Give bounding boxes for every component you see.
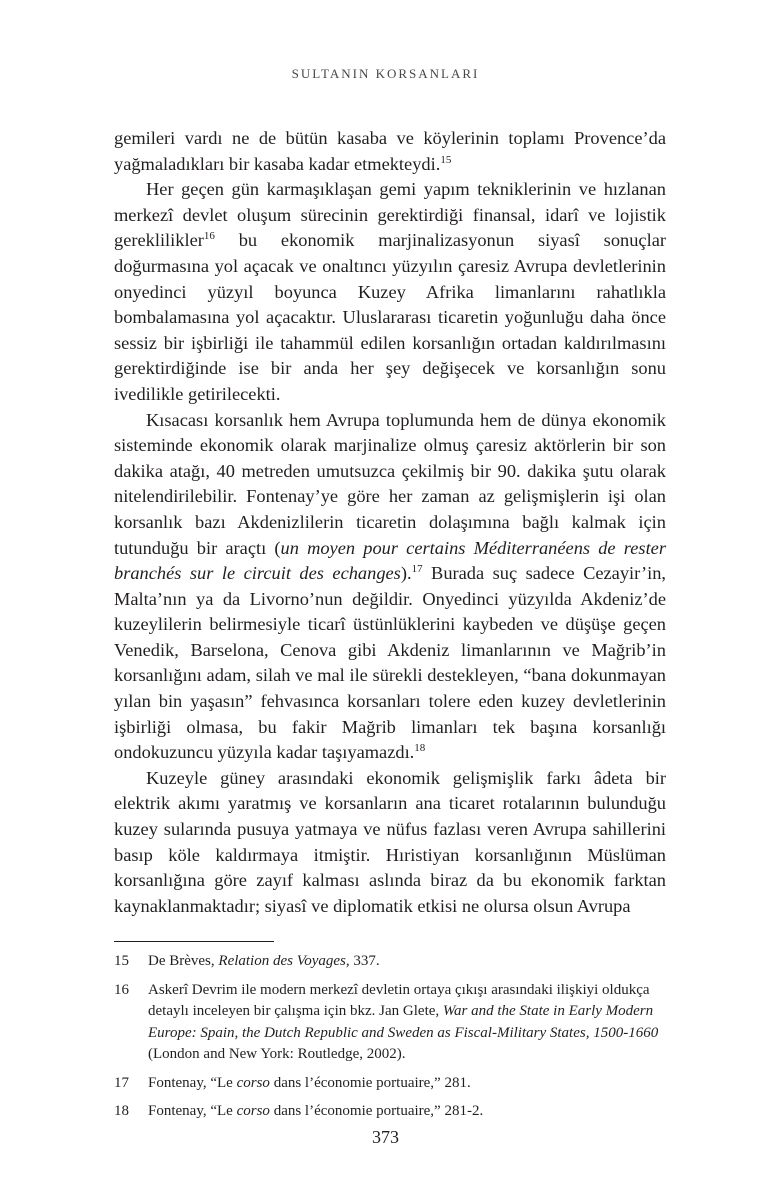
footnote-reference: 17 [411, 562, 423, 575]
text-run: (London and New York: Routledge, 2002). [148, 1046, 406, 1062]
footnote-reference: 15 [440, 153, 452, 166]
footnote [114, 951, 666, 973]
text-run: gemileri vardı ne de bütün kasaba ve köylerinin toplamı Provence’da yağmaladıkları bir kasaba kadar etmekteydi. [114, 128, 666, 174]
paragraph [114, 408, 666, 766]
text-run: bu ekonomik marjinalizasyonun siyasî sonuçlar doğurmasına yol açacak ve onaltıncı yüzyılın çaresiz Avrupa devletlerinin onyedinci yüzyıl boyunca Kuzey Afrika limanlarını rahatlıkla bombalamasına yol açacaktır. Uluslararası ticaretin yoğunluğu daha önce sessiz bir işbirliği ile tahammül edilen korsanlığın ortadan kaldırılmasını gerektirdiğinde ise bir anda her şey değişecek ve korsanlığın sonu ivedilikle getirilecekti. [114, 230, 666, 404]
footnote-number: 17 [114, 1074, 129, 1091]
footnotes [114, 951, 666, 1130]
text-run: dans l’économie portuaire,” 281-2. [269, 1103, 484, 1119]
footnote [114, 1073, 666, 1095]
text-run: Fontenay, “Le [148, 1103, 237, 1119]
main-text [114, 126, 666, 919]
paragraph [114, 126, 666, 177]
italic-text: corso [236, 1103, 270, 1119]
text-run: Her geçen gün karmaşıklaşan gemi yapım tekniklerinin ve hızlanan merkezî devlet oluşum sürecinin gerektirdiği finansal, idarî ve lojistik gereklilikler [114, 179, 666, 251]
text-run: Kuzeyle güney arasındaki ekonomik gelişmişlik farkı âdeta bir elektrik akımı yaratmış ve korsanların ana ticaret rotalarının bulunduğu kuzey sularında pusuya yatmaya ve nüfus fazlası veren Avrupa sahillerini basıp köle kaldırmaya itmiştir. Hıristiyan korsanlığının Müslüman korsanlığına göre zayıf kalması aslında biraz da bu ekonomik farktan kaynaklanmaktadır; siyasî ve diplomatik etkisi ne olursa olsun Avrupa [114, 767, 666, 916]
text-run: , 337. [345, 953, 380, 969]
text-run: Fontenay, “Le [148, 1074, 237, 1091]
italic-text: un moyen pour certains Méditerranéens de rester branchés sur le circuit des echanges [114, 537, 666, 584]
footnote-text [148, 1073, 666, 1095]
text-run: De Brèves, [148, 953, 219, 969]
paragraph [114, 766, 666, 920]
italic-text: corso [236, 1074, 270, 1091]
footnote-text [148, 951, 666, 973]
footnote-text [148, 1101, 666, 1123]
text-run: Kısacası korsanlık hem Avrupa toplumunda hem de dünya ekonomik sisteminde ekonomik olarak marjinalize olmuş çaresiz aktörlerin bir son dakika atağı, 40 metreden umutsuzca çekilmiş bir 90. dakika şutu olarak nitelendirilebilir. Fontenay’ye göre her zaman az gelişmişlerin işi olan korsanlık bazı Akdenizlilerin ticaretin dolaşımına bağlı kalmak için tutunduğu bir araçtı ( [114, 409, 666, 558]
footnote [114, 980, 666, 1066]
footnote-number: 18 [114, 1103, 129, 1119]
paragraph [114, 177, 666, 407]
footnote-reference: 18 [414, 742, 426, 755]
italic-text: War and the State in Early Modern Europe: Spain, the Dutch Republic and Sweden as Fiscal-Military States, 1500-1660 [148, 1003, 659, 1041]
footnote-reference: 16 [203, 230, 215, 243]
footnote-text [148, 980, 666, 1066]
footnote-number: 16 [114, 981, 129, 998]
text-run: Askerî Devrim ile modern merkezî devletin ortaya çıkışı arasındaki ilişkiyi oldukça detaylı inceleyen bir çalışma için bkz. Jan Glete, [148, 981, 650, 1019]
page-number: 373 [372, 1127, 399, 1147]
footnote-divider [114, 941, 274, 942]
text-run: Burada suç sadece Cezayir’in, Malta’nın ya da Livorno’nun değildir. Onyedinci yüzyılda Akdeniz’de kuzeylilerin belirmesiyle ticarî üstünlüklerini kaybeden ve düşüşe geçen Venedik, Barselona, Cenova gibi Akdeniz limanlarının ve Mağrib’in korsanlığını adam, silah ve mal ile sürekli destekleyen, “bana dokunmayan yılan bin yaşasın” fehvasınca korsanları tolere eden kuzey devletlerinin işbirliği olmasa, bu fakir Mağrib limanları tek başına korsanlığı ondokuzuncu yüzyıla kadar taşıyamazdı. [114, 563, 666, 763]
text-run: dans l’économie portuaire,” 281. [269, 1074, 471, 1091]
running-header: SULTANIN KORSANLARI [291, 66, 480, 81]
footnote [114, 1101, 666, 1123]
italic-text: Relation des Voyages [218, 953, 346, 969]
text-run: ). [400, 563, 412, 584]
footnote-number: 15 [114, 953, 129, 969]
